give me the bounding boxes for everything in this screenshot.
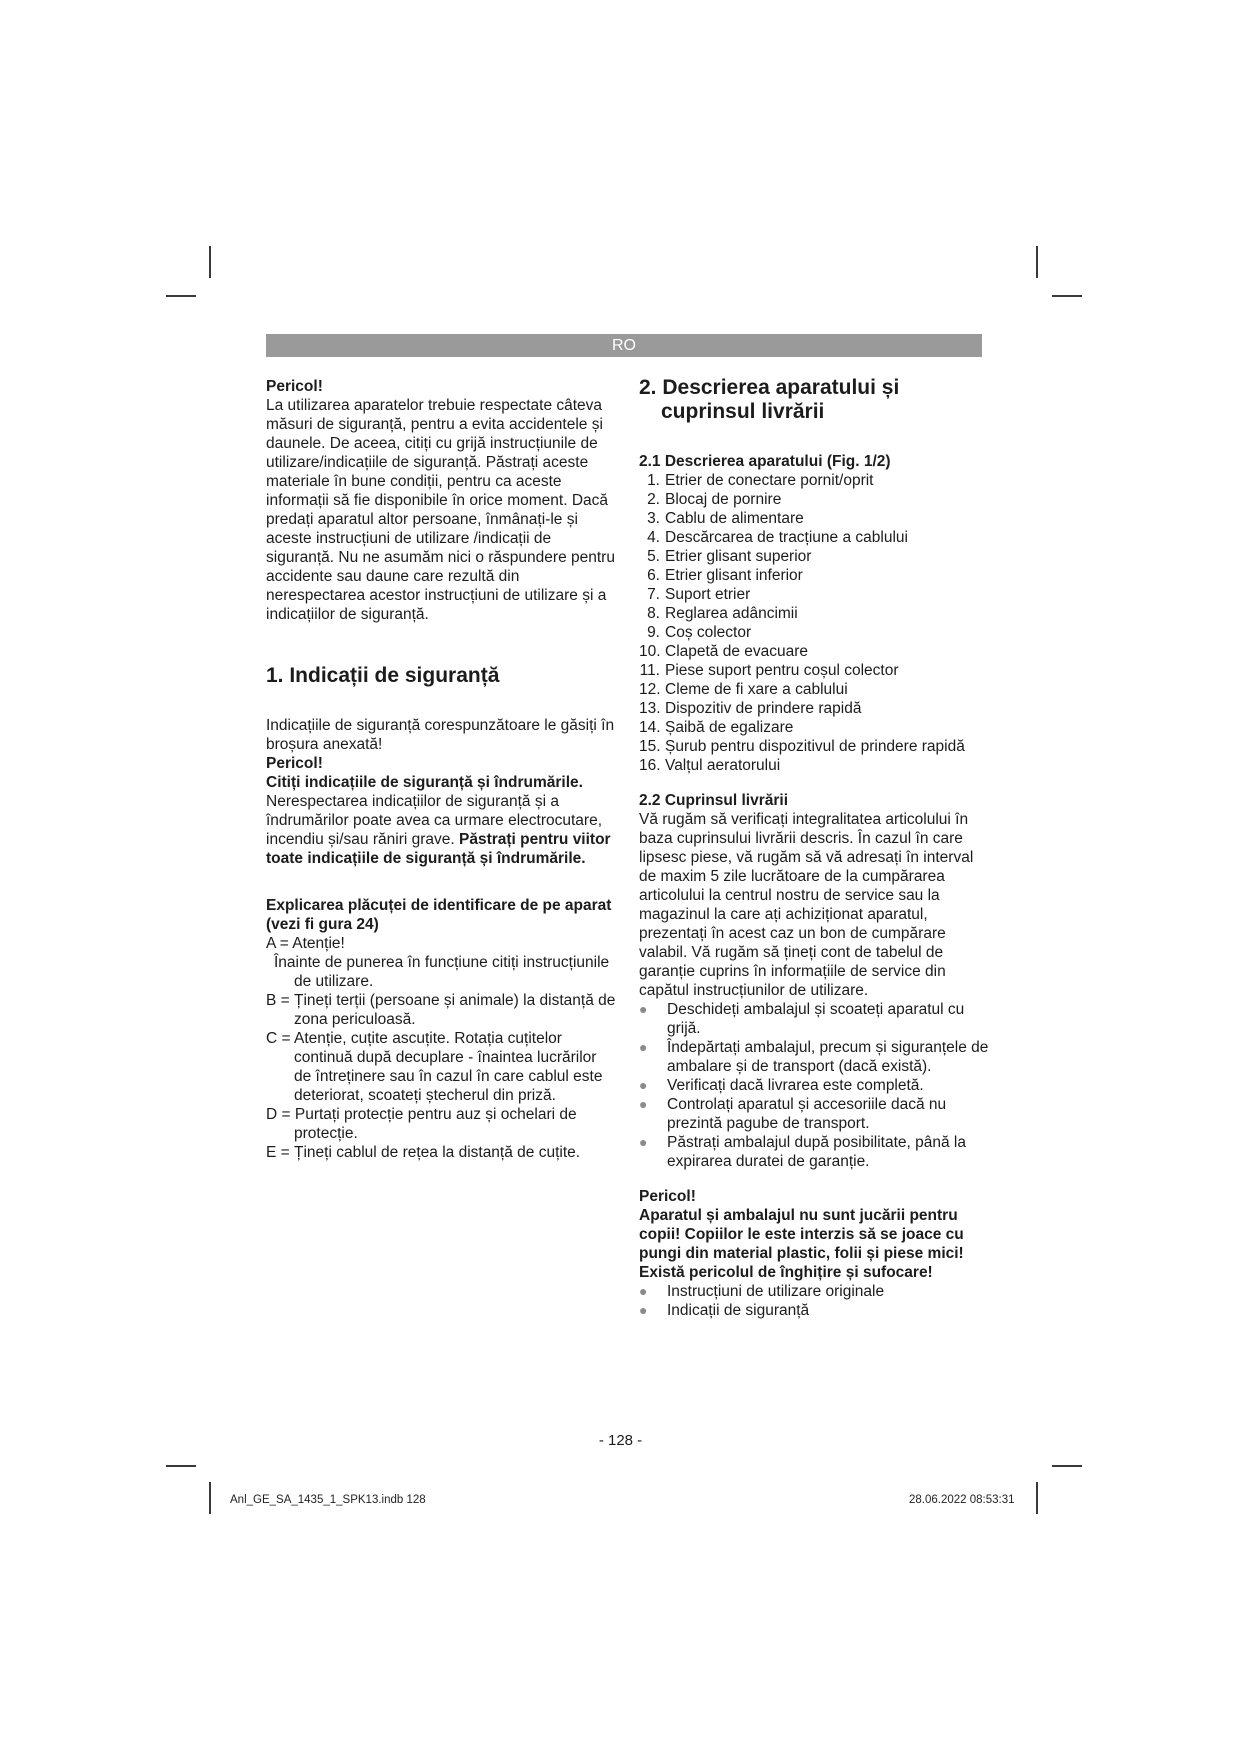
parts-list-item bbox=[639, 528, 989, 547]
item-label: Blocaj de pornire bbox=[665, 491, 782, 508]
crop-mark bbox=[1036, 1482, 1038, 1514]
delivery-paragraph: Vă rugăm să verificați integralitatea articolului în baza cuprinsului livrării descris. În cazul în care lipsesc piese, vă rugăm să vă adresați în interval de maxim 5 zile lucrătoare de la cumpărarea articolului la centrul nostru de service sau la magazinul la care ați achiziționat aparatul, prezentați în acest caz un bon de cumpărare valabil. Vă rugăm să țineți cont de tabelul de garanție cuprins în informațiile de service din capătul instrucțiunilor de utilizare. bbox=[639, 811, 974, 999]
bullet-text: Îndepărtați ambalajul, precum și siguranțele de ambalare și de transport (dacă există). bbox=[667, 1039, 989, 1075]
item-label: Coș colector bbox=[665, 624, 752, 641]
item-number: 13. bbox=[639, 700, 661, 717]
item-label: Reglarea adâncimii bbox=[665, 605, 798, 622]
crop-mark bbox=[1036, 246, 1038, 278]
section-2-heading-text: 2. Descrierea aparatului și cuprinsul livrării bbox=[639, 376, 900, 423]
delivery-check-item bbox=[639, 1133, 989, 1171]
packaging-danger-text: Aparatul și ambalajul nu sunt jucării pentru copii! Copiilor le este interzis să se joace cu pungi din material plastic, folii și piese mici! Există pericolul de înghițire și sufocare! bbox=[639, 1207, 964, 1281]
crop-mark bbox=[166, 1465, 196, 1467]
plate-item-a-text: Înainte de punerea în funcțiune citiți instrucțiunile de utilizare. bbox=[274, 954, 610, 990]
parts-list-item bbox=[639, 642, 989, 661]
print-file-name: Anl_GE_SA_1435_1_SPK13.indb 128 bbox=[230, 1494, 426, 1506]
section-2-heading bbox=[639, 376, 989, 424]
item-label: Șurub pentru dispozitivul de prindere rapidă bbox=[665, 738, 965, 755]
parts-list-item bbox=[639, 471, 989, 490]
item-number: 9. bbox=[647, 624, 660, 641]
plate-item-b: B = Țineți terții (persoane și animale) la distanță de zona periculoasă. bbox=[266, 992, 616, 1028]
item-number: 11. bbox=[639, 662, 660, 679]
item-number: 1. bbox=[647, 472, 660, 489]
intro-paragraph: La utilizarea aparatelor trebuie respectate câteva măsuri de siguranță, pentru a evita accidentele și daunele. De aceea, citiți cu grijă instrucțiunile de utilizare/indicațiile de siguranță. Păstrați aceste materiale în bune condiții, pentru ca aceste informații să fie disponibile în orice moment. Dacă predați aparatul altor persoane, înmânați-le și aceste instrucțiuni de utilizare /indicații de siguranță. Nu ne asumăm nici o răspundere pentru accidente sau daune care rezultă din nerespectarea acestor instrucțiuni de utilizare și a indicațiilor de siguranță. bbox=[266, 397, 615, 623]
left-column bbox=[266, 377, 616, 1162]
item-label: Clapetă de evacuare bbox=[665, 643, 809, 660]
section-1-heading: 1. Indicații de siguranță bbox=[266, 664, 500, 687]
item-number: 5. bbox=[647, 548, 660, 565]
item-label: Valțul aeratorului bbox=[665, 757, 781, 774]
crop-mark bbox=[166, 295, 196, 297]
item-number: 12. bbox=[639, 681, 661, 698]
bullet-text: Instrucțiuni de utilizare originale bbox=[667, 1283, 885, 1300]
bullet-text: Verificați dacă livrarea este completă. bbox=[667, 1077, 924, 1094]
parts-list-item bbox=[639, 699, 989, 718]
delivery-check-item bbox=[639, 1000, 989, 1038]
item-number: 3. bbox=[647, 510, 660, 527]
bullet-text: Indicații de siguranță bbox=[667, 1302, 810, 1319]
parts-list-item bbox=[639, 604, 989, 623]
item-label: Cablu de alimentare bbox=[665, 510, 804, 527]
language-label: RO bbox=[612, 337, 636, 354]
delivery-check-item bbox=[639, 1095, 989, 1133]
plate-heading: Explicarea plăcuței de identificare de pe aparat (vezi fi gura 24) bbox=[266, 897, 612, 933]
crop-mark bbox=[1052, 1465, 1082, 1467]
delivery-check-item bbox=[639, 1076, 989, 1095]
parts-list-item bbox=[639, 623, 989, 642]
included-document-item bbox=[639, 1301, 989, 1320]
item-label: Etrier glisant inferior bbox=[665, 567, 803, 584]
item-number: 2. bbox=[647, 491, 660, 508]
item-number: 8. bbox=[647, 605, 660, 622]
item-number: 6. bbox=[647, 567, 660, 584]
parts-list-item bbox=[639, 566, 989, 585]
warning-consequence: Nerespectarea indicațiilor de siguranță și a îndrumărilor poate avea ca urmare electrocutare, incendiu și/sau răniri grave. bbox=[266, 793, 602, 848]
subsection-2-2-heading: 2.2 Cuprinsul livrării bbox=[639, 792, 789, 809]
intro-danger-title: Pericol! bbox=[266, 378, 323, 395]
right-column bbox=[639, 376, 989, 1320]
bullet-icon: ● bbox=[639, 1001, 648, 1017]
item-label: Etrier glisant superior bbox=[665, 548, 812, 565]
plate-item-c: C = Atenție, cuțite ascuțite. Rotația cuțitelor continuă după decuplare - înaintea lucrărilor de întreținere sau în cazul în care cablul este deteriorat, scoateți ștecherul din priză. bbox=[266, 1030, 603, 1104]
bullet-text: Controlați aparatul și accesoriile dacă nu prezintă pagube de transport. bbox=[667, 1096, 947, 1132]
page-number: - 128 - bbox=[598, 1432, 643, 1449]
parts-list bbox=[639, 471, 989, 775]
parts-list-item bbox=[639, 718, 989, 737]
bullet-icon: ● bbox=[639, 1283, 648, 1299]
parts-list-item bbox=[639, 680, 989, 699]
included-documents-list bbox=[639, 1282, 989, 1320]
print-timestamp: 28.06.2022 08:53:31 bbox=[909, 1494, 1015, 1506]
crop-mark bbox=[209, 246, 211, 278]
item-number: 16. bbox=[639, 757, 661, 774]
delivery-checklist bbox=[639, 1000, 989, 1171]
item-label: Suport etrier bbox=[665, 586, 751, 603]
included-document-item bbox=[639, 1282, 989, 1301]
parts-list-item bbox=[639, 661, 989, 680]
parts-list-item bbox=[639, 737, 989, 756]
plate-definitions bbox=[266, 934, 616, 1162]
item-number: 4. bbox=[647, 529, 660, 546]
packaging-danger-title: Pericol! bbox=[639, 1188, 696, 1205]
item-label: Șaibă de egalizare bbox=[665, 719, 794, 736]
item-number: 15. bbox=[639, 738, 661, 755]
parts-list-item bbox=[639, 585, 989, 604]
bullet-text: Păstrați ambalajul după posibilitate, până la expirarea duratei de garanție. bbox=[667, 1134, 966, 1170]
section-1-danger: Pericol! bbox=[266, 755, 323, 772]
item-label: Piese suport pentru coșul colector bbox=[665, 662, 899, 679]
section-1-warning-text bbox=[266, 792, 616, 868]
plate-item-a-title: A = Atenție! bbox=[266, 935, 345, 952]
section-1-paragraph: Indicațiile de siguranță corespunzătoare le găsiți în broșura anexată! bbox=[266, 717, 615, 753]
bullet-text: Deschideți ambalajul și scoateți aparatul cu grijă. bbox=[667, 1001, 965, 1037]
item-label: Dispozitiv de prindere rapidă bbox=[665, 700, 862, 717]
language-bar bbox=[266, 334, 982, 357]
bullet-icon: ● bbox=[639, 1134, 648, 1150]
item-number: 10. bbox=[639, 643, 661, 660]
bullet-icon: ● bbox=[639, 1039, 648, 1055]
item-label: Cleme de fi xare a cablului bbox=[665, 681, 848, 698]
item-label: Etrier de conectare pornit/oprit bbox=[665, 472, 874, 489]
bullet-icon: ● bbox=[639, 1077, 648, 1093]
crop-mark bbox=[209, 1482, 211, 1514]
warning-keep: Păstrați pentru viitor toate indicațiile de siguranță și îndrumările. bbox=[266, 831, 611, 867]
section-1-bold-instruction: Citiți indicațiile de siguranță și îndrumările. bbox=[266, 774, 583, 791]
delivery-check-item bbox=[639, 1038, 989, 1076]
bullet-icon: ● bbox=[639, 1302, 648, 1318]
parts-list-item bbox=[639, 509, 989, 528]
plate-item-e: E = Țineți cablul de rețea la distanță de cuțite. bbox=[266, 1144, 581, 1161]
item-number: 14. bbox=[639, 719, 661, 736]
parts-list-item bbox=[639, 756, 989, 775]
bullet-icon: ● bbox=[639, 1096, 648, 1112]
subsection-2-1-heading: 2.1 Descrierea aparatului (Fig. 1/2) bbox=[639, 453, 891, 470]
item-label: Descărcarea de tracțiune a cablului bbox=[665, 529, 908, 546]
parts-list-item bbox=[639, 490, 989, 509]
plate-item-d: D = Purtați protecție pentru auz și ochelari de protecție. bbox=[266, 1106, 577, 1142]
crop-mark bbox=[1052, 295, 1082, 297]
item-number: 7. bbox=[647, 586, 660, 603]
parts-list-item bbox=[639, 547, 989, 566]
